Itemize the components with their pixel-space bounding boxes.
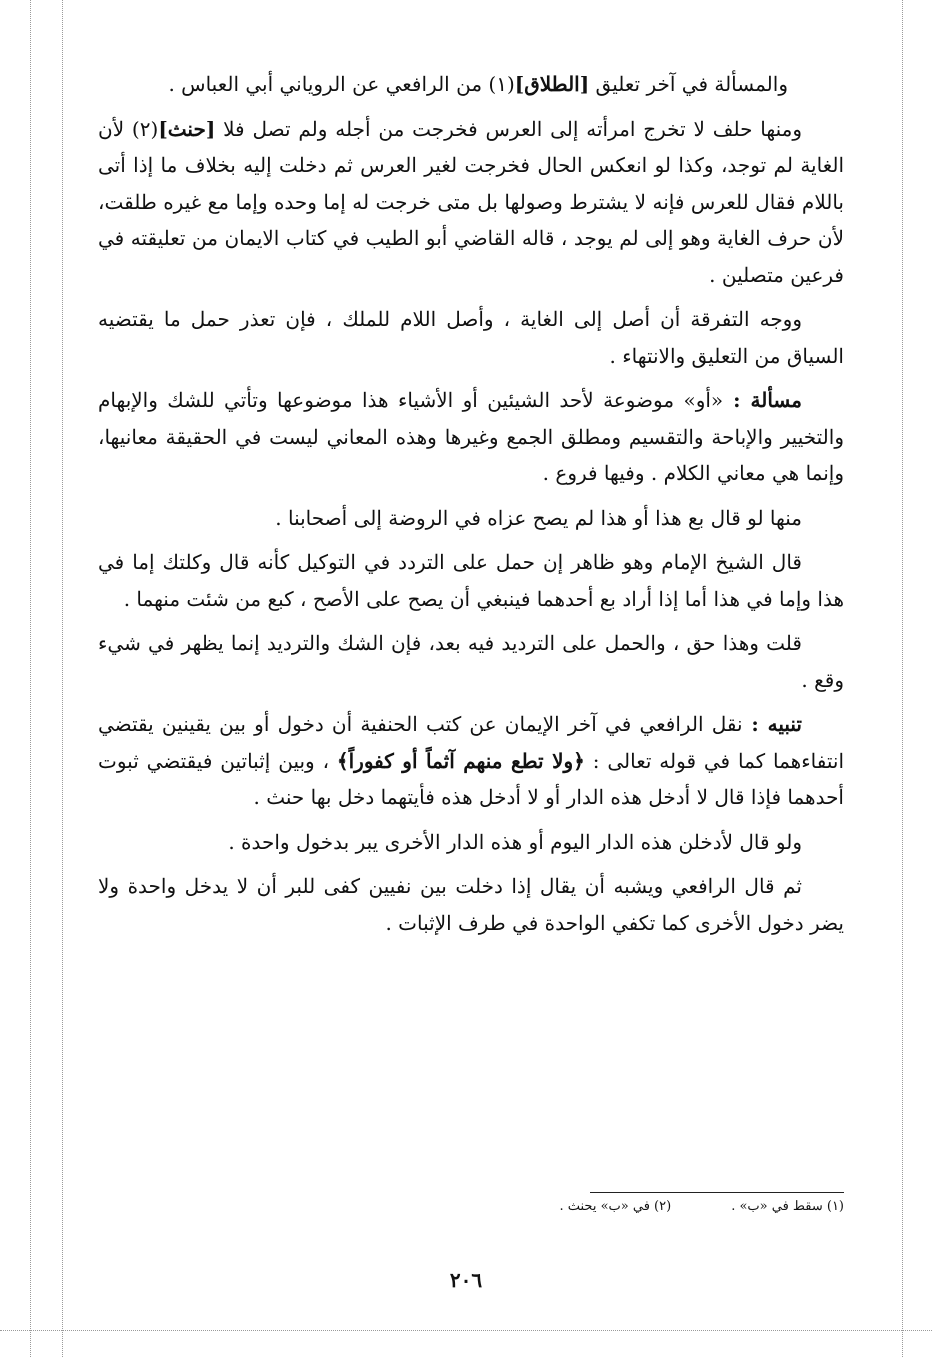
- paragraph: [98, 824, 844, 861]
- bold-text: تنبيه :: [742, 712, 802, 736]
- text-run: (٢) لأن الغاية لم توجد، وكذا لو انعكس الحال فخرجت لغير العرس ثم دخلت إليه بخلاف ما إذا أتى باللام فقال للعرس فإنه لا يشترط وصولها بل متى خرجت له إما وحده وإما مع غيره طلقت، لأن حرف الغاية وهو إلى لم يوجد ، قاله القاضي أبو الطيب في كتاب الايمان من تعليقته في فرعين متصلين .: [98, 116, 845, 287]
- paragraph: [98, 111, 844, 294]
- text-run: ثم قال الرافعي ويشبه أن يقال إذا دخلت بين نفيين كفى للبر أن لا يدخل واحدة ولا يضر دخول الأخرى كما تكفي الواحدة في طرف الإثبات .: [98, 874, 844, 935]
- footnote-2: (٢) في «ب» يحنث .: [559, 1199, 672, 1214]
- paragraph: [98, 706, 844, 816]
- paragraph: [98, 544, 844, 617]
- text-run: ولو قال لأدخلن هذه الدار اليوم أو هذه الدار الأخرى يبر بدخول واحدة .: [228, 829, 802, 854]
- footnote-divider: [590, 1192, 844, 1193]
- scan-dotted-line: [0, 1330, 932, 1331]
- paragraph: [98, 382, 844, 492]
- text-run: (١) من الرافعي عن الروياني أبي العباس .: [168, 72, 515, 96]
- text-run: ومنها حلف لا تخرج امرأته إلى العرس فخرجت من أجله ولم تصل فلا: [215, 116, 802, 141]
- paragraph: [98, 625, 844, 698]
- paragraph: [98, 66, 844, 103]
- paragraph: [98, 301, 844, 374]
- text-run: ووجه التفرقة أن أصل إلى الغاية ، وأصل اللام للملك ، فإن تعذر حمل ما يقتضيه السياق من التعليق والانتهاء .: [98, 307, 844, 368]
- text-run: نقل الرافعي في آخر الإيمان عن كتب الحنفية أن دخول أو بين يقينين يقتضي انتفاءهما كما في قوله تعالى :: [98, 712, 845, 773]
- scan-dotted-line: [902, 0, 903, 1357]
- text-run: والمسألة في آخر تعليق: [589, 72, 788, 96]
- scan-dotted-line: [30, 0, 31, 1357]
- text-run: منها لو قال بع هذا أو هذا لم يصح عزاه في الروضة إلى أصحابنا .: [275, 505, 802, 530]
- text-run: قال الشيخ الإمام وهو ظاهر إن حمل على التردد في التوكيل كأنه قال وكلتك إما في هذا وإما في هذا أما إذا أراد بع أحدهما فينبغي أن يصح على الأصح ، كبع من شئت منهما .: [98, 550, 844, 611]
- page-number: ٢٠٦: [449, 1268, 483, 1292]
- scan-dotted-line: [62, 0, 63, 1357]
- text-run: «أو» موضوعة لأحد الشيئين أو الأشياء هذا موضوعها وتأتي للشك والإبهام والتخيير والإباحة والتقسيم ومطلق الجمع وغيرها وهذه المعاني ليست في الحقيقة معانيها، وإنما هي معاني الكلام . وفيها فروع .: [98, 388, 844, 485]
- page-body: [98, 66, 844, 949]
- bold-text: [حنث]: [158, 116, 216, 141]
- bold-text: ﴿ولا تطع منهم آثماً أو كفوراً﴾: [336, 748, 585, 773]
- paragraph: [98, 868, 844, 941]
- bold-text: [الطلاق]: [514, 72, 590, 96]
- text-run: قلت وهذا حق ، والحمل على الترديد فيه بعد، فإن الشك والترديد إنما يظهر في شيء وقع .: [98, 631, 844, 692]
- paragraph: [98, 500, 844, 537]
- bold-text: مسألة :: [723, 388, 802, 412]
- footnote-1: (١) سقط في «ب» .: [731, 1199, 844, 1214]
- footnotes: [330, 1198, 844, 1216]
- text-run: ، وبين إثباتين فيقتضي ثبوت أحدهما فإذا قال لا أدخل هذه الدار أو لا أدخل هذه فأيتهما دخل بها حنث .: [98, 748, 844, 809]
